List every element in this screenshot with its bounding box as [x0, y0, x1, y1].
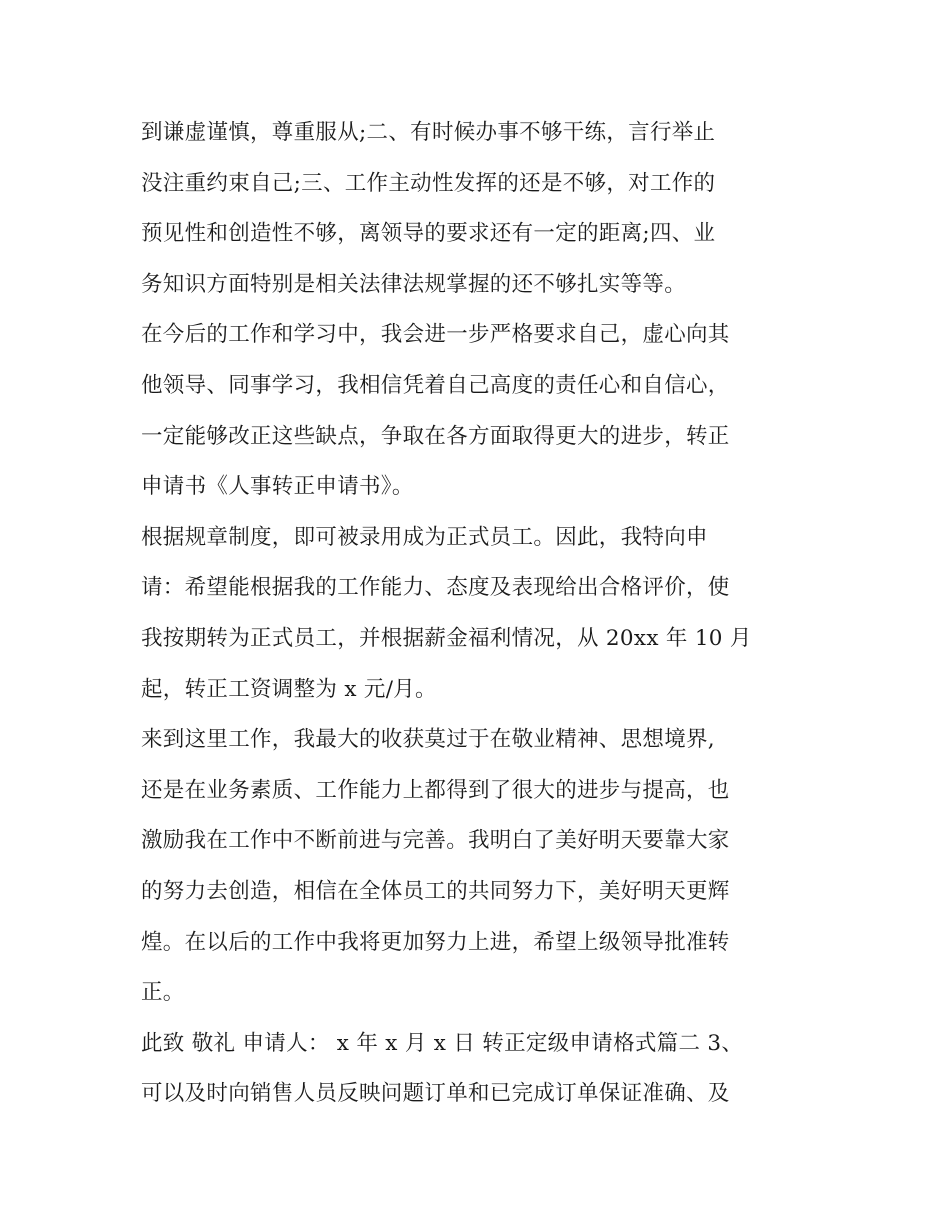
text-line: 激励我在工作中不断前进与完善。我明白了美好明天要靠大家	[141, 828, 730, 854]
text-line: 煌。在以后的工作中我将更加努力上进，希望上级领导批准转	[141, 929, 730, 955]
text-line: 到谦虚谨慎，尊重服从;二、有时候办事不够干练，言行举止	[141, 120, 716, 145]
text-line: 还是在业务素质、工作能力上都得到了很大的进步与提高，也	[141, 777, 730, 803]
text-line: 可以及时向销售人员反映问题订单和已完成订单保证准确、及	[141, 1081, 730, 1107]
text-line: 一定能够改正这些缺点，争取在各方面取得更大的进步，转正	[141, 423, 730, 449]
text-line: 根据规章制度，即可被录用成为正式员工。因此，我特向申	[141, 524, 708, 550]
text-line: 在今后的工作和学习中，我会进一步严格要求自己，虚心向其	[141, 322, 730, 348]
text-line: 务知识方面特别是相关法律法规掌握的还不够扎实等等。	[141, 271, 687, 297]
text-line: 此致 敬礼 申请人： x 年 x 月 x 日 转正定级申请格式篇二 3、	[141, 1030, 744, 1056]
text-line: 预见性和创造性不够，离领导的要求还有一定的距离;四、业	[141, 221, 716, 247]
text-line: 他领导、同事学习，我相信凭着自己高度的责任心和自信心，	[141, 372, 730, 398]
text-line: 的努力去创造，相信在全体员工的共同努力下，美好明天更辉	[141, 878, 730, 904]
text-line: 正。	[141, 980, 185, 1006]
text-line: 起，转正工资调整为 x 元/月。	[141, 676, 437, 702]
text-line: 请：希望能根据我的工作能力、态度及表现给出合格评价，使	[141, 575, 730, 601]
text-line: 申请书《人事转正申请书》。	[141, 474, 414, 500]
text-line: 没注重约束自己;三、工作主动性发挥的还是不够，对工作的	[141, 170, 716, 196]
body-text	[141, 108, 821, 1120]
text-line: 我按期转为正式员工，并根据薪金福利情况，从 20xx 年 10 月	[141, 625, 752, 651]
text-line: 来到这里工作，我最大的收获莫过于在敬业精神、思想境界,	[141, 727, 715, 753]
